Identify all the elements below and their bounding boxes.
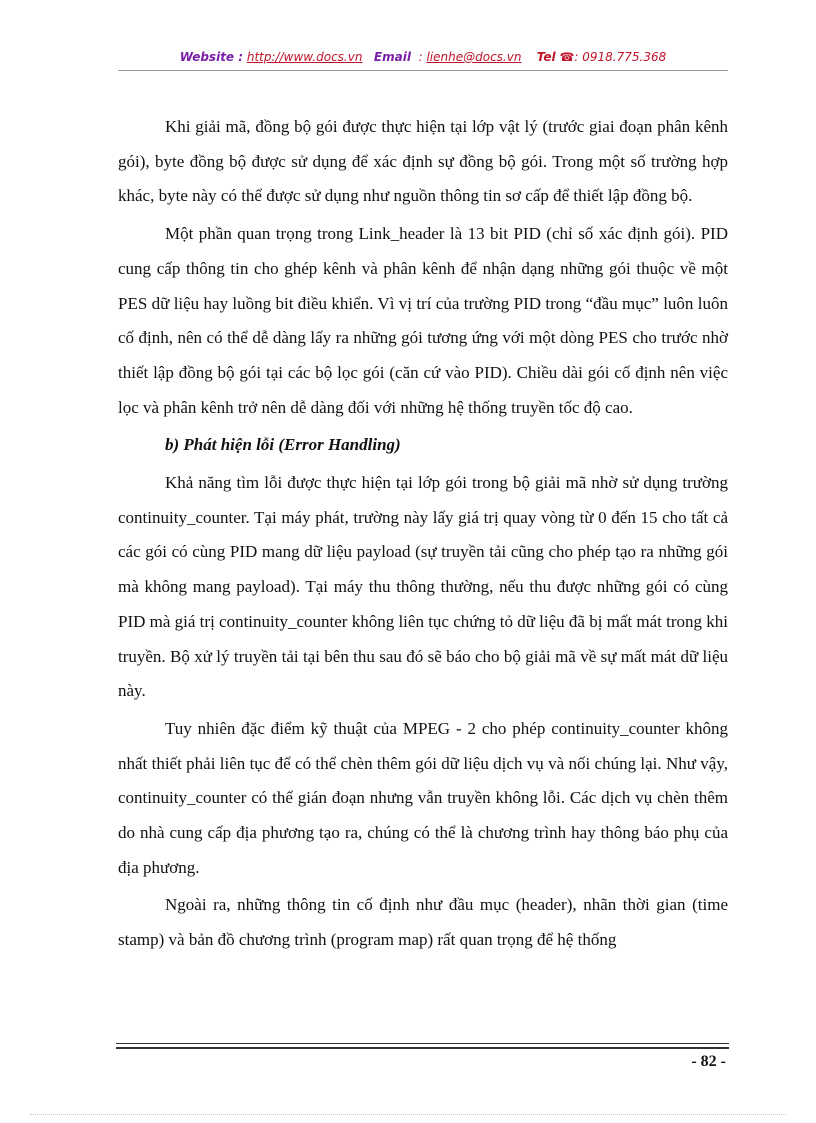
email-link[interactable]: lienhe@docs.vn [426,50,522,64]
document-body [118,110,728,961]
footer-divider-top [116,1043,729,1044]
page-bottom-border [30,1114,786,1115]
phone-icon: ☎ [559,50,575,64]
page-header [118,50,728,64]
footer-divider-bottom [116,1047,729,1049]
section-heading-error-handling: b) Phát hiện lỗi (Error Handling) [165,435,401,455]
email-label: Email [373,50,411,64]
paragraph-continuity-counter: Khả năng tìm lỗi được thực hiện tại lớp gói trong bộ giải mã nhờ sử dụng trường continuity_counter. Tại máy phát, trường này lấy giá trị quay vòng từ 0 đến 15 cho tất cả các gói có cùng PID mang dữ liệu payload (sự truyền tải cũng cho phép tạo ra những gói mà không mang payload). Tại máy thu thông thường, nếu thu được những gói có cùng PID mà giá trị continuity_counter không liên tục chứng tỏ dữ liệu đã bị mất mát trong khi truyền. Bộ xử lý truyền tải tại bên thu sau đó sẽ báo cho bộ giải mã về sự mất mát dữ liệu này. [118,473,729,701]
tel-separator: : [574,50,579,64]
tel-number: 0918.775.368 [582,50,667,64]
website-label: Website : [179,50,244,64]
page-number: - 82 - [691,1053,726,1070]
website-link[interactable]: http://www.docs.vn [246,50,363,64]
header-divider [118,70,728,71]
email-separator: : [418,50,423,64]
paragraph-sync: Khi giải mã, đồng bộ gói được thực hiện tại lớp vật lý (trước giai đoạn phân kênh gói), byte đồng bộ được sử dụng để xác định sự đồng bộ gói. Trong một số trường hợp khác, byte này có thể được sử dụng như nguồn thông tin sơ cấp để thiết lập đồng bộ. [118,117,728,206]
tel-label: Tel [536,50,556,64]
paragraph-fixed-info: Ngoài ra, những thông tin cố định như đầu mục (header), nhãn thời gian (time stamp) và bản đồ chương trình (program map) rất quan trọng để hệ thống [118,895,728,950]
paragraph-pid: Một phần quan trọng trong Link_header là 13 bit PID (chỉ số xác định gói). PID cung cấp thông tin cho ghép kênh và phân kênh để nhận dạng những gói thuộc về một PES dữ liệu hay luồng bit điều khiển. Vì vị trí của trường PID trong “đầu mục” luôn luôn cố định, nên có thể dễ dàng lấy ra những gói tương ứng với một dòng PES cho trước nhờ thiết lập đồng bộ gói tại các bộ lọc gói (căn cứ vào PID). Chiều dài gói cố định nên việc lọc và phân kênh trở nên dễ dàng đối với những hệ thống truyền tốc độ cao. [118,224,728,417]
paragraph-mpeg2: Tuy nhiên đặc điểm kỹ thuật của MPEG - 2 cho phép continuity_counter không nhất thiết phải liên tục để có thể chèn thêm gói dữ liệu dịch vụ và nối chúng lại. Như vậy, continuity_counter có thể gián đoạn nhưng vẫn truyền không lỗi. Các dịch vụ chèn thêm do nhà cung cấp địa phương tạo ra, chúng có thể là chương trình hay thông báo phụ của địa phương. [118,718,728,877]
